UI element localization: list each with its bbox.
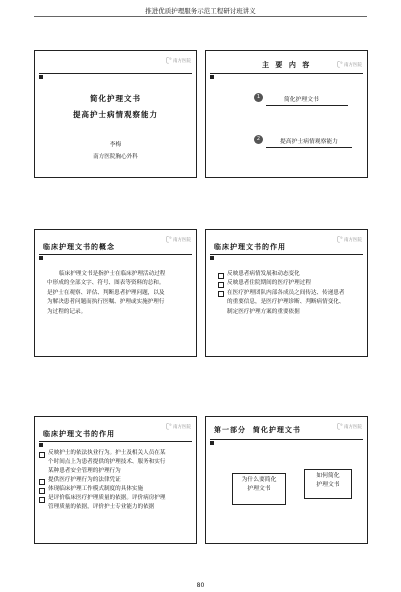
- slide-marker: [210, 256, 214, 260]
- contents-item-2: 提高护士病情观察能力: [280, 139, 338, 145]
- author: 李梅: [109, 142, 122, 148]
- list-item: 反映患者住院期间的医疗护理过程: [218, 279, 364, 288]
- slide-heading: 临床护理文书的作用: [43, 429, 115, 438]
- logo-swirl-icon: ʗ⁹: [337, 236, 343, 243]
- slide-heading: 第一部分 简化护理文书: [214, 425, 301, 434]
- concept-body: 临床护理文书是指护士在临床护理活动过程 中形成的全部文字、符号、图表等资料的总和。 是护士在观察、评估、判断患者护理问题，以及 为解决患者问题而执行医嘱、护理或实施护理行 为过程的记录。: [47, 271, 166, 315]
- slide-title: [34, 50, 197, 178]
- logo-swirl-icon: ʗ⁹: [166, 57, 172, 64]
- slide-title-line2: 提高护士病情观察能力: [73, 110, 158, 119]
- list-item: 在医疗护理团队内部各成员之间传达、传递患者 的重要信息，是医疗护理诊断、判断病情变化、 制定医疗护理方案的重要依据: [218, 289, 364, 317]
- slide-heading: 临床护理文书的作用: [214, 242, 286, 251]
- slide-marker: [210, 75, 214, 79]
- list-item: 反映护士的依法执业行为。护士及相关人员在某 个时间点上为患者提供的护理技术、服务和实行 某种患者安全管理的护理行为: [39, 449, 193, 476]
- logo-swirl-icon: ʗ⁹: [337, 61, 343, 68]
- header-rule: [34, 16, 367, 17]
- list-item: 反映患者病情发展和动态变化: [218, 270, 364, 279]
- slide-title-line1: 简化护理文书: [90, 94, 141, 103]
- function-list: [218, 270, 364, 317]
- slide-rule: [210, 73, 363, 74]
- slide-marker: [39, 256, 43, 260]
- slide-function-1: [205, 229, 368, 357]
- slide-function-2: [34, 416, 197, 544]
- page-number: 80: [196, 582, 205, 589]
- list-item: 是评价临床医疗护理质量的依据。评价病房护理 管理质量的依据，评价护士专业能力的依据: [39, 494, 193, 512]
- item-underline: [266, 105, 348, 106]
- box-how-simplify: 如何简化 护理文书: [304, 469, 352, 499]
- logo: ʗ⁹ 南方医院: [166, 423, 191, 430]
- box-why-simplify: 为什么要简化 护理文书: [232, 473, 286, 505]
- logo: ʗ⁹ 南方医院: [337, 236, 362, 243]
- slide-marker: [39, 75, 43, 79]
- affiliation: 南方医院胸心外科: [93, 154, 138, 160]
- logo: ʗ⁹ 南方医院: [166, 57, 191, 64]
- function-list: [39, 449, 193, 512]
- logo: ʗ⁹ 南方医院: [166, 236, 191, 243]
- slide-contents: [205, 50, 368, 178]
- logo-swirl-icon: ʗ⁹: [166, 423, 172, 430]
- slide-rule: [210, 254, 363, 255]
- slide-rule: [39, 254, 192, 255]
- slide-rule: [39, 441, 192, 442]
- slide-part-one: [205, 416, 368, 544]
- logo: ʗ⁹ 南方医院: [337, 61, 362, 68]
- logo: ʗ⁹ 南方医院: [337, 423, 362, 430]
- slide-heading: 主 要 内 容: [262, 60, 312, 69]
- slide-concept: [34, 229, 197, 357]
- logo-swirl-icon: ʗ⁹: [337, 423, 343, 430]
- page-header: 推进优质护理服务示范工程研讨班讲义: [145, 7, 256, 15]
- item-underline: [266, 147, 352, 148]
- list-item: 提供医疗护理行为的法律凭证: [39, 476, 193, 485]
- slide-rule: [39, 73, 192, 74]
- contents-item-1: 简化护理文书: [284, 97, 319, 103]
- slide-marker: [39, 443, 43, 447]
- list-item: 体现临床护理工作模式制度的具体实施: [39, 485, 193, 494]
- slide-marker: [210, 441, 214, 445]
- slide-rule: [210, 439, 363, 440]
- slide-heading: 临床护理文书的概念: [43, 242, 115, 251]
- item-number-badge: 2: [254, 135, 263, 144]
- logo-swirl-icon: ʗ⁹: [166, 236, 172, 243]
- item-number-badge: 1: [254, 93, 263, 102]
